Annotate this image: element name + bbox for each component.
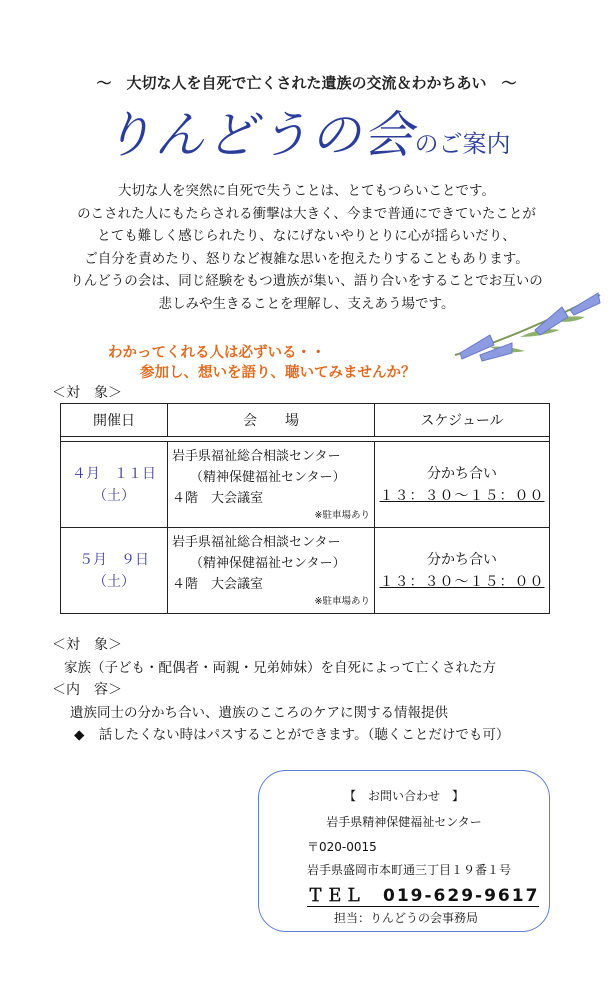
row-date: ４月 １１日 bbox=[72, 465, 156, 482]
venue-room: ４階 大会議室 bbox=[172, 577, 264, 592]
venue-name: 岩手県福祉総合相談センター bbox=[172, 449, 341, 464]
title-sub: のご案内 bbox=[414, 130, 511, 158]
contact-address: 岩手県盛岡市本町通三丁目１９番１号 bbox=[307, 863, 512, 877]
subtitle: ～ 大切な人を自死で亡くされた遺族の交流＆わかちあい ～ bbox=[96, 74, 517, 92]
intro-line: 悲しみや生きることを理解し、支えあう場です。 bbox=[158, 295, 455, 312]
schedule-table bbox=[60, 403, 550, 614]
content-heading: ＜内 容＞ bbox=[52, 682, 122, 698]
content-line-2: 話したくない時はパスすることができます。（聴くことだけでも可） bbox=[98, 727, 510, 743]
target-text: 家族（子ども・配偶者・両親・兄弟姉妹）を自死によって亡くされた方 bbox=[64, 660, 496, 676]
row-weekday: （土） bbox=[93, 487, 135, 504]
contact-person: 担当：りんどうの会事務局 bbox=[334, 911, 479, 925]
intro-line: りんどうの会は、同じ経験をもつ遺族が集い、語り合いをすることでお互いの bbox=[70, 273, 543, 289]
row-activity: 分かち合い bbox=[427, 551, 497, 568]
venue-alt-name: （精神保健福祉センター） bbox=[190, 556, 346, 571]
contact-heading: 【 お問い合わせ 】 bbox=[343, 789, 464, 803]
table-row bbox=[61, 442, 550, 528]
target-heading: ＜対 象＞ bbox=[52, 637, 122, 653]
table-row bbox=[61, 528, 550, 614]
row-time: １３：３０～１５：００ bbox=[379, 573, 545, 590]
contact-org: 岩手県精神保健福祉センター bbox=[326, 815, 482, 829]
intro-line: 大切な人を突然に自死で失うことは、とてもつらいことです。 bbox=[118, 183, 495, 199]
venue-alt-name: （精神保健福祉センター） bbox=[190, 470, 346, 485]
table-header-row bbox=[61, 404, 550, 437]
contact-postal: 〒020-0015 bbox=[307, 840, 377, 854]
intro-line: のこされた人にもたらされる衝撃は大きく、今まで普通にできていたことが bbox=[77, 205, 536, 222]
callout-line-1: わかってくれる人は必ずいる・・ bbox=[108, 345, 326, 361]
callout-line-2: 参加し、想いを語り、聴いてみませんか？ bbox=[140, 365, 416, 381]
intro-line: とても難しく感じられたり、なにげないやりとりに心が揺らいだり、 bbox=[97, 228, 516, 244]
row-activity: 分かち合い bbox=[427, 465, 497, 482]
intro-line: ご自分を責めたり、怒りなど複雑な思いを抱えたりすることもあります。 bbox=[84, 250, 529, 267]
parking-note: ※駐車場あり bbox=[314, 510, 370, 521]
header-venue: 会 場 bbox=[168, 404, 375, 437]
gentian-flower-illustration bbox=[450, 285, 610, 375]
row-time: １３：３０～１５：００ bbox=[379, 487, 545, 504]
venue-name: 岩手県福祉総合相談センター bbox=[172, 535, 341, 550]
contact-tel: ＴＥＬ 019-629-9617 bbox=[307, 886, 540, 906]
parking-note: ※駐車場あり bbox=[314, 596, 370, 607]
page-title bbox=[0, 95, 613, 167]
venue-room: ４階 大会議室 bbox=[172, 491, 264, 506]
header-date: 開催日 bbox=[61, 404, 168, 437]
diamond-bullet-icon: ◆ bbox=[74, 727, 85, 743]
contact-box bbox=[258, 770, 550, 932]
content-line-1: 遺族同士の分かち合い、遺族のこころのケアに関する情報提供 bbox=[70, 705, 448, 721]
title-main: りんどうの会 bbox=[102, 106, 415, 164]
schedule-heading: ＜対 象＞ bbox=[52, 385, 122, 401]
content-bullet-line bbox=[74, 723, 509, 743]
row-weekday: （土） bbox=[93, 573, 135, 590]
row-date: ５月 ９日 bbox=[79, 551, 149, 568]
header-schedule: スケジュール bbox=[375, 404, 550, 437]
